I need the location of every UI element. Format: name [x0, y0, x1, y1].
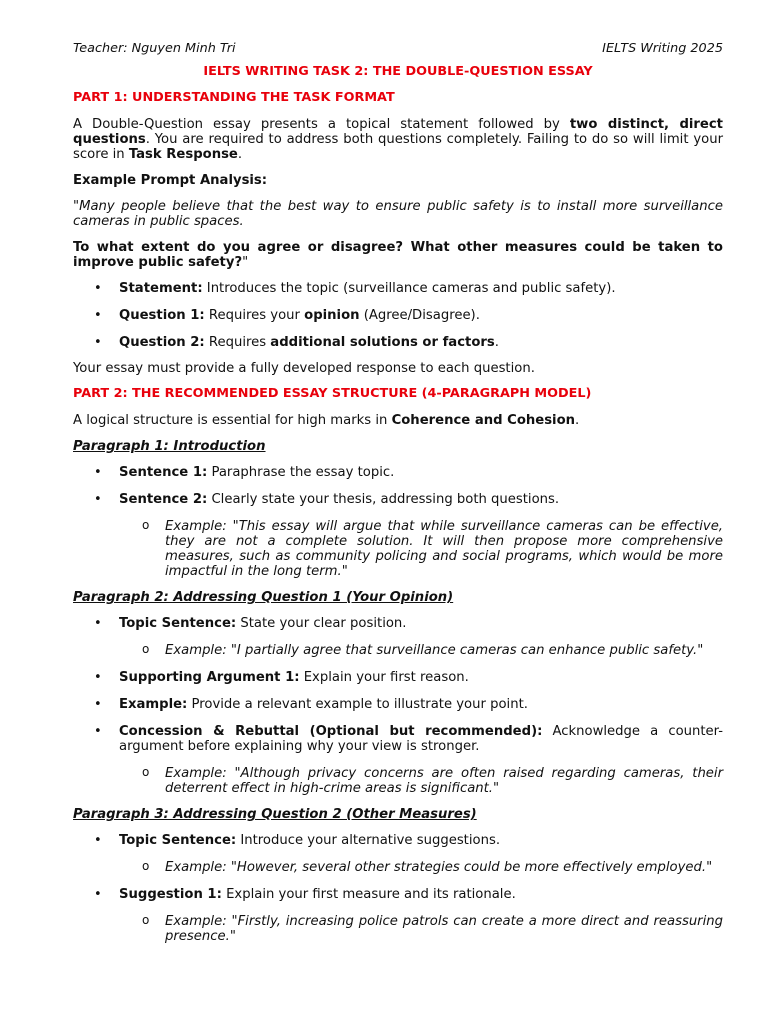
- circle-bullet-icon: o: [142, 642, 150, 656]
- sub-list: [119, 519, 723, 579]
- example-prompt-heading: Example Prompt Analysis:: [73, 173, 268, 188]
- part2-intro: A logical structure is essential for high marks in Coherence and Cohesion.: [73, 413, 580, 428]
- bullet-icon: •: [94, 335, 102, 350]
- paragraph2-heading: Paragraph 2: Addressing Question 1 (Your Opinion): [73, 590, 454, 605]
- sub-list-item: o Example: "This essay will argue that while surveillance cameras can be effective, they are not a complete solution. It will then propose more comprehensive measures, such as community policing and social programs, which would be more impactful in the long term.": [142, 518, 723, 579]
- bullet-icon: •: [94, 465, 102, 480]
- circle-bullet-icon: o: [142, 859, 150, 873]
- bullet-icon: •: [94, 281, 102, 296]
- part1-closing: Your essay must provide a fully developed response to each question.: [73, 361, 535, 376]
- bullet-icon: •: [94, 492, 102, 507]
- list-item: • Suggestion 1: Explain your first measure and its rationale. o Example: "Firstly, increasing police patrols can create a more direct and reassuring presence.": [94, 887, 723, 944]
- part1-heading: PART 1: UNDERSTANDING THE TASK FORMAT: [73, 90, 395, 105]
- list-item: • Sentence 1: Paraphrase the essay topic.: [94, 465, 395, 480]
- bullet-icon: •: [94, 724, 102, 739]
- list-item: • Question 2: Requires additional solutions or factors.: [94, 335, 499, 350]
- part1-intro: A Double-Question essay presents a topical statement followed by two distinct, direct questions. You are required to address both questions completely. Failing to do so will limit your score in Task Response.: [73, 117, 723, 162]
- paragraph1-heading: Paragraph 1: Introduction: [73, 439, 266, 454]
- paragraph3-list: [73, 833, 723, 944]
- list-item: • Sentence 2: Clearly state your thesis, addressing both questions. o Example: "This essay will argue that while surveillance cameras can be effective, they are not a complete solution. It will then propose more comprehensive measures, such as community policing and social programs, which would be more impactful in the long term.": [94, 492, 723, 579]
- bullet-icon: •: [94, 697, 102, 712]
- prompt-questions: To what extent do you agree or disagree? What other measures could be taken to improve public safety?": [73, 240, 723, 270]
- paragraph1-list: [73, 465, 723, 579]
- teacher-name: Teacher: Nguyen Minh Tri: [73, 41, 236, 56]
- bullet-icon: •: [94, 308, 102, 323]
- sub-list-item: o Example: "Although privacy concerns are often raised regarding cameras, their deterrent effect in high-crime areas is significant.": [142, 765, 723, 796]
- sub-list: [119, 860, 723, 875]
- bullet-icon: •: [94, 833, 102, 848]
- sub-list-item: o Example: "However, several other strategies could be more effectively employed.": [142, 859, 713, 875]
- list-item: • Topic Sentence: Introduce your alternative suggestions. o Example: "However, several other strategies could be more effectively employed.": [73, 833, 723, 875]
- paragraph3-heading: Paragraph 3: Addressing Question 2 (Other Measures): [73, 807, 477, 822]
- list-item: • Supporting Argument 1: Explain your first reason.: [94, 670, 469, 685]
- circle-bullet-icon: o: [142, 913, 150, 927]
- list-item: • Topic Sentence: State your clear position. o Example: "I partially agree that surveillance cameras can enhance public safety.": [73, 616, 723, 658]
- list-item: • Example: Provide a relevant example to illustrate your point.: [94, 697, 528, 712]
- sub-list-item: o Example: "Firstly, increasing police patrols can create a more direct and reassuring presence.": [142, 913, 723, 944]
- bullet-icon: •: [94, 887, 102, 902]
- part2-heading: PART 2: THE RECOMMENDED ESSAY STRUCTURE (4-PARAGRAPH MODEL): [73, 386, 592, 401]
- list-item: • Statement: Introduces the topic (surveillance cameras and public safety).: [94, 281, 616, 296]
- list-item: • Question 1: Requires your opinion (Agree/Disagree).: [94, 308, 480, 323]
- sub-list: [119, 914, 723, 944]
- circle-bullet-icon: o: [142, 518, 150, 532]
- page-header: [73, 38, 723, 60]
- course-label: IELTS Writing 2025: [602, 41, 723, 56]
- sub-list: [119, 643, 723, 658]
- bullet-icon: •: [94, 616, 102, 631]
- circle-bullet-icon: o: [142, 765, 150, 779]
- document-title: IELTS WRITING TASK 2: THE DOUBLE-QUESTION ESSAY: [203, 64, 593, 79]
- paragraph2-list: [73, 616, 723, 796]
- prompt-breakdown-list: [73, 281, 723, 350]
- sub-list: [119, 766, 723, 796]
- sub-list-item: o Example: "I partially agree that surveillance cameras can enhance public safety.": [142, 642, 704, 658]
- list-item: • Concession & Rebuttal (Optional but recommended): Acknowledge a counter-argument before explaining why your view is stronger. o Example: "Although privacy concerns are often raised regarding cameras, their deterrent effect in high-crime areas is significant.": [94, 724, 723, 796]
- bullet-icon: •: [94, 670, 102, 685]
- document-page: [73, 38, 723, 944]
- prompt-statement: "Many people believe that the best way to ensure public safety is to install more surveillance cameras in public spaces.: [73, 199, 723, 229]
